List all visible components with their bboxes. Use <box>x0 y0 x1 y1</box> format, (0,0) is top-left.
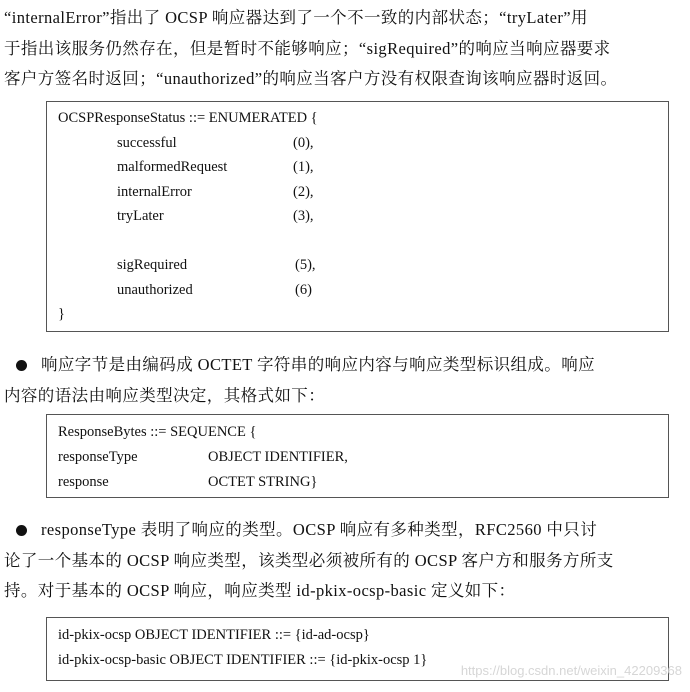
status-code-box <box>46 101 669 332</box>
intro-line: 客户方签名时返回；“unauthorized”的响应当客户方没有权限查询该响应器时返回。 <box>4 69 618 88</box>
bytes-line: 响应字节是由编码成 OCTET 字符串的响应内容与响应类型标识组成。响应 <box>4 350 686 381</box>
intro-paragraph <box>4 3 686 95</box>
intro-line: “internalError”指出了 OCSP 响应器达到了一个不一致的内部状态；“tryLater”用 <box>4 8 588 27</box>
bytes-header: ResponseBytes ::= SEQUENCE { <box>58 424 257 440</box>
type-line: 持。对于基本的 OCSP 响应，响应类型 id-pkix-ocsp-basic 定义如下： <box>4 581 516 600</box>
status-entry-value: (6) <box>295 282 312 298</box>
status-entry-value: (2), <box>293 184 314 200</box>
status-entry-name: internalError <box>117 184 192 200</box>
status-enum-footer: } <box>58 306 65 322</box>
bytes-code-box <box>46 414 669 498</box>
status-entry-name: unauthorized <box>117 282 193 298</box>
bytes-field-type: OBJECT IDENTIFIER, <box>208 449 348 465</box>
status-entry-name: sigRequired <box>117 257 188 273</box>
type-paragraph <box>4 515 686 607</box>
status-entry-name: malformedRequest <box>117 159 228 175</box>
bytes-field-type: OCTET STRING} <box>208 474 318 490</box>
bytes-paragraph <box>4 350 686 411</box>
status-entry-value: (1), <box>293 159 314 175</box>
oid-definition: id-pkix-ocsp-basic OBJECT IDENTIFIER ::= {id-pkix-ocsp 1} <box>58 652 428 668</box>
status-entry-name: tryLater <box>117 208 164 224</box>
bytes-field-name: response <box>58 474 109 490</box>
status-entry-name: successful <box>117 135 177 151</box>
bytes-line: 内容的语法由响应类型决定，其格式如下： <box>4 385 326 405</box>
bullet-icon <box>16 360 27 371</box>
status-entry-value: (3), <box>293 208 314 224</box>
status-entry-value: (5), <box>295 257 316 273</box>
intro-line: 于指出该服务仍然存在，但是暂时不能够响应；“sigRequired”的响应当响应器要求 <box>4 38 611 58</box>
type-line: 论了一个基本的 OCSP 响应类型，该类型必须被所有的 OCSP 客户方和服务方所支 <box>4 550 614 570</box>
watermark: https://blog.csdn.net/weixin_42209368 <box>460 663 682 678</box>
status-entry-value: (0), <box>293 135 314 151</box>
type-line: responseType 表明了响应的类型。OCSP 响应有多种类型，RFC2560 中只讨 <box>4 515 686 546</box>
bytes-field-name: responseType <box>58 449 138 465</box>
oid-definition: id-pkix-ocsp OBJECT IDENTIFIER ::= {id-ad-ocsp} <box>58 627 370 643</box>
bullet-icon <box>16 525 27 536</box>
status-enum-header: OCSPResponseStatus ::= ENUMERATED { <box>58 110 318 126</box>
